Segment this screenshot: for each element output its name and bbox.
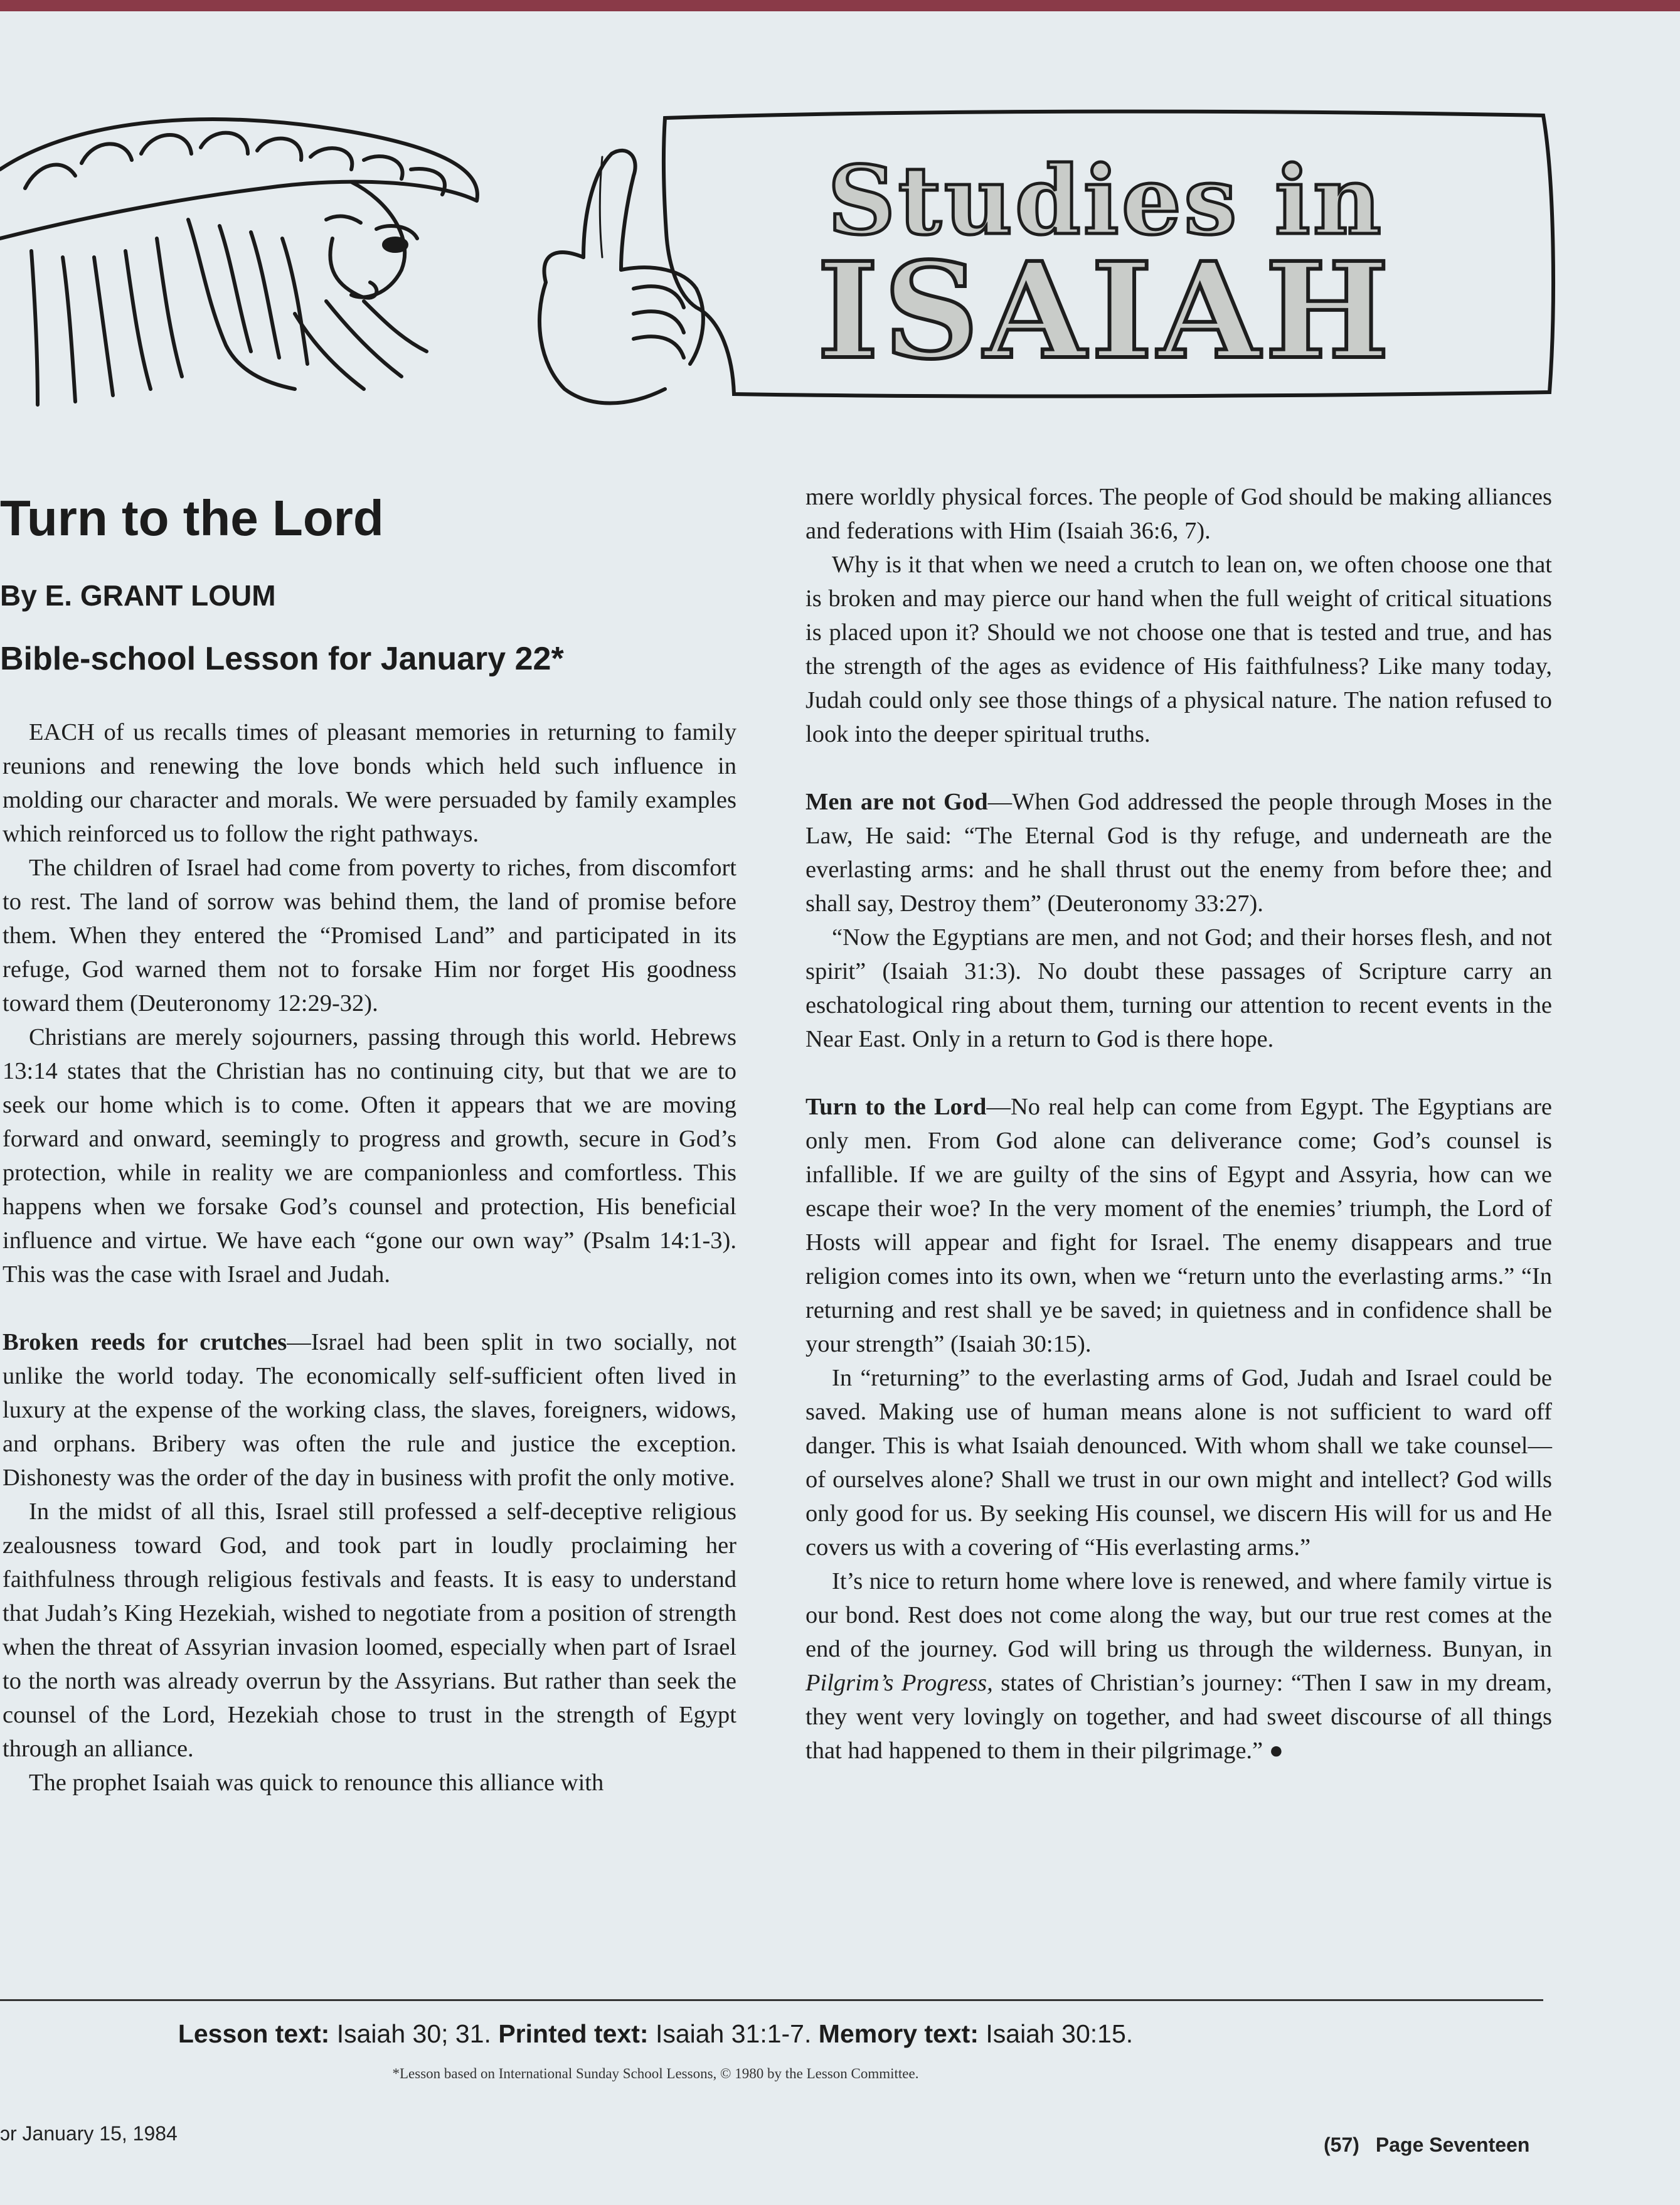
title-isaiah: ISAIAH: [817, 233, 1395, 388]
paragraph-text: It’s nice to return home where love is renewed, and where family virtue is our bond. Rest does not come along the way, but our true rest comes at the end of the journey. God will bring us through the wilderness. Bunyan, in: [805, 1568, 1552, 1662]
paragraph: Why is it that when we need a crutch to lean on, we often choose one that is broken and may pierce our hand when the full weight of critical situations is placed upon it? Should we not choose one that is tested and true, and has the strength of the ages as evidence of His faithfulness? Like many today, Judah could only see those things of a physical nature. The nation refused to look into the deeper spiritual truths.: [805, 552, 1552, 747]
lesson-references: [0, 2019, 1311, 2049]
section-text: —No real help can come from Egypt. The Egyptians are only men. From God alone can deliverance come; God’s counsel is infallible. If we are guilty of the sins of Egypt and Assyria, how can we escape their woe? In the very moment of the enemies’ triumph, the Lord of Hosts will appear and fight for Israel. The enemy disappears and true religion comes into its own, when we “return unto the everlasting arms.” “In returning and rest shall ye be saved; in quietness and in confidence shall be your strength” (Isaiah 30:15).: [805, 1094, 1552, 1357]
lesson-text-label: Lesson text:: [178, 2019, 330, 2048]
prophet-illustration: [0, 94, 740, 414]
section-heading: Broken reeds for crutches: [3, 1329, 287, 1355]
issue-date: ɔr January 15, 1984: [0, 2122, 178, 2145]
section-paragraph: [805, 785, 1552, 921]
section-text: —When God addressed the people through Moses in the Law, He said: “The Eternal God is thy refuge, and underneath are the everlasting arms: and he shall thrust out the enemy from before thee; and shall say, Destroy them” (Deuteronomy 33:27).: [805, 789, 1552, 917]
paragraph: In the midst of all this, Israel still professed a self-deceptive religious zealousness toward God, and took part in loudly proclaiming her faithfulness through religious festivals and feasts. It is easy to understand that Judah’s King Hezekiah, wished to negotiate from a position of strength when the threat of Assyrian invasion loomed, especially when part of Israel to the north was already overrun by the Assyrians. But rather than seek the counsel of the Lord, Hezekiah chose to trust in the strength of Egypt through an alliance.: [3, 1498, 736, 1762]
paragraph: In “returning” to the everlasting arms of God, Judah and Israel could be saved. Making use of human means alone is not sufficient to ward off danger. This is what Isaiah denounced. With whom shall we take counsel—of ourselves alone? Shall we trust in our own might and intellect? God wills only good for us. By seeking His counsel, we discern His will for us and He covers us with a covering of “His everlasting arms.”: [805, 1365, 1552, 1561]
paragraph: mere worldly physical forces. The people of God should be making alliances and federations with Him (Isaiah 36:6, 7).: [805, 484, 1552, 544]
paragraph: EACH of us recalls times of pleasant memories in returning to family reunions and renewing the love bonds which held such influence in molding our character and morals. We were persuaded by family examples which reinforced us to follow the right pathways.: [3, 719, 736, 847]
section-heading: Turn to the Lord: [805, 1094, 987, 1120]
top-color-band: [0, 0, 1680, 11]
memory-text: Isaiah 30:15.: [986, 2019, 1134, 2048]
paragraph-text: states of Christian’s journey: “Then I saw in my dream, they went very lovingly on together, and had sweet discourse of all things that had happened to them in their pilgrimage.”: [805, 1670, 1552, 1764]
paragraph: The children of Israel had come from poverty to riches, from discomfort to rest. The land of sorrow was behind them, the land of promise before them. When they entered the “Promised Land” and participated in its refuge, God warned them not to forsake Him nor forget His goodness toward them (Deuteronomy 12:29-32).: [3, 855, 736, 1017]
paragraph: [805, 1564, 1552, 1768]
book-title: Pilgrim’s Progress,: [805, 1670, 993, 1696]
section-paragraph: [805, 1090, 1552, 1361]
right-column: [805, 480, 1552, 1768]
article-title: Turn to the Lord: [0, 490, 384, 546]
printed-text: Isaiah 31:1-7.: [655, 2019, 812, 2048]
end-mark: ●: [1268, 1738, 1284, 1764]
paragraph: “Now the Egyptians are men, and not God; and their horses flesh, and not spirit” (Isaiah 31:3). No doubt these passages of Scripture carry an eschatological ring about them, turning our attention to recent events in the Near East. Only in a return to God is there hope.: [805, 924, 1552, 1052]
lesson-heading: Bible-school Lesson for January 22*: [0, 641, 564, 677]
title-studies-in: Studies in: [827, 146, 1384, 256]
section-paragraph: [3, 1325, 736, 1495]
section-text: —Israel had been split in two socially, not unlike the world today. The economically self-sufficient often lived in luxury at the expense of the working class, the slaves, foreigners, widows, and orphans. Bribery was often the rule and justice the exception. Dishonesty was the order of the day in business with profit the only motive.: [3, 1329, 737, 1491]
page-code: (57): [1324, 2133, 1359, 2156]
page-number: [1324, 2133, 1546, 2157]
section-heading: Men are not God: [805, 789, 988, 815]
paragraph: Christians are merely sojourners, passing through this world. Hebrews 13:14 states that the Christian has no continuing city, but that we are to seek our home which is to come. Often it appears that we are moving forward and onward, seemingly to progress and growth, secure in God’s protection, while in reality we are companionless and comfortless. This happens when we forsake God’s counsel and protection, His beneficial influence and virtue. We have each “gone our own way” (Psalm 14:1-3). This was the case with Israel and Judah.: [3, 1024, 736, 1288]
memory-text-label: Memory text:: [818, 2019, 979, 2048]
footer-rule: [0, 1999, 1543, 2001]
page-label: Page Seventeen: [1375, 2133, 1530, 2156]
paragraph: The prophet Isaiah was quick to renounce this alliance with: [29, 1770, 604, 1796]
lesson-text: Isaiah 30; 31.: [336, 2019, 491, 2048]
footnote: *Lesson based on International Sunday School Lessons, © 1980 by the Lesson Committee.: [392, 2066, 919, 2081]
printed-text-label: Printed text:: [498, 2019, 649, 2048]
author-byline: By E. GRANT LOUM: [0, 579, 276, 612]
left-column: [3, 715, 736, 1800]
